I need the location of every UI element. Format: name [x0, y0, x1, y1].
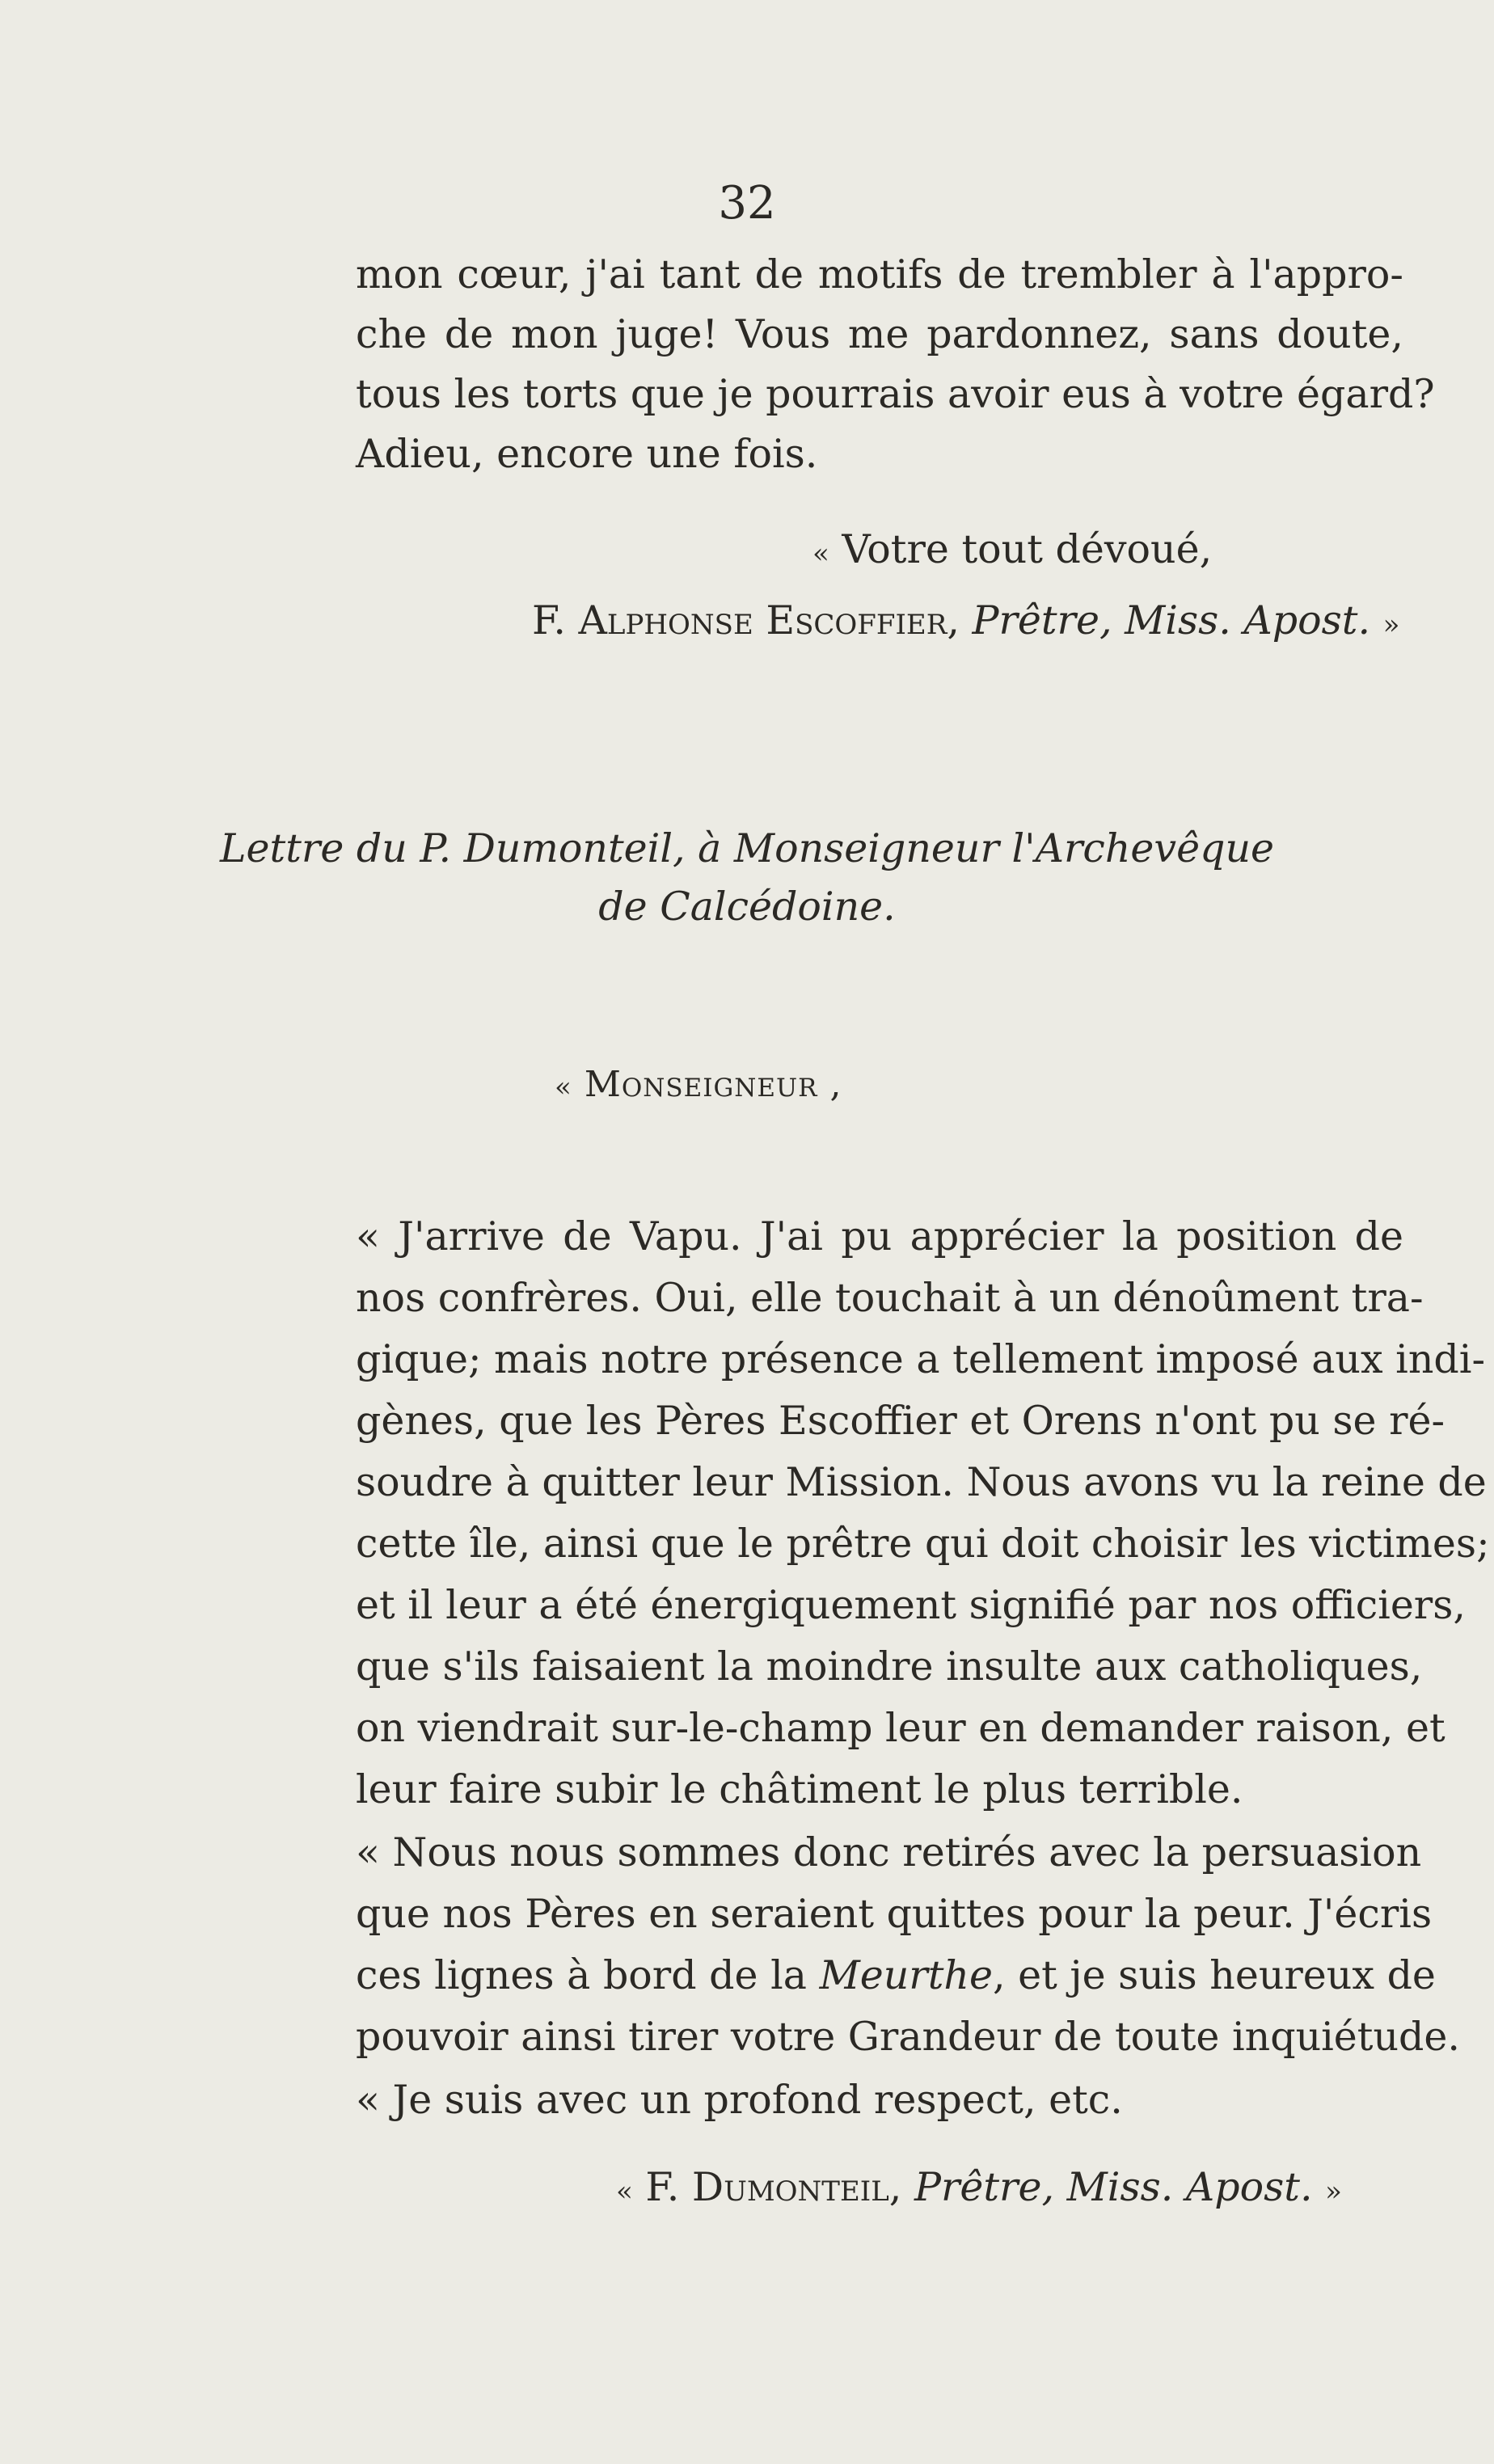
- text-line: « Nous nous sommes donc retirés avec la persuasion: [356, 1829, 1422, 1875]
- text-line: gènes, que les Pères Escoffier et Orens n'ont pu se ré-: [356, 1398, 1445, 1444]
- closing-line: « Votre tout dévoué,: [812, 526, 1213, 572]
- text-line: « J'arrive de Vapu. J'ai pu apprécier la position de: [356, 1213, 1403, 1259]
- text-line: nos confrères. Oui, elle touchait à un dénoûment tra-: [356, 1275, 1424, 1321]
- text-line: que nos Pères en seraient quittes pour la peur. J'écris: [356, 1891, 1433, 1937]
- text-line: Adieu, encore une fois.: [356, 431, 818, 477]
- text-line: gique; mais notre présence a tellement imposé aux indi-: [356, 1336, 1486, 1382]
- text-line: leur faire subir le châtiment le plus terrible.: [356, 1766, 1243, 1812]
- page-number: 32: [718, 177, 776, 230]
- letter-title: Lettre du P. Dumonteil, à Monseigneur l'Archevêque: [219, 825, 1275, 871]
- text-line: soudre à quitter leur Mission. Nous avons vu la reine de: [356, 1459, 1487, 1505]
- letter-title-line-2: de Calcédoine.: [598, 884, 896, 930]
- text-line: et il leur a été énergiquement signifié par nos officiers,: [356, 1582, 1466, 1628]
- text-line: on viendrait sur-le-champ leur en demander raison, et: [356, 1705, 1445, 1751]
- text-line: cette île, ainsi que le prêtre qui doit choisir les victimes;: [356, 1521, 1490, 1567]
- signature-dumonteil: « F. Dumonteil, Prêtre, Miss. Apost. »: [616, 2164, 1342, 2210]
- text-line: che de mon juge! Vous me pardonnez, sans doute,: [356, 311, 1403, 357]
- signature-escoffier: F. Alphonse Escoffier, Prêtre, Miss. Apost. »: [532, 597, 1400, 643]
- text-line: « Je suis avec un profond respect, etc.: [356, 2077, 1123, 2123]
- text-line: que s'ils faisaient la moindre insulte aux catholiques,: [356, 1643, 1423, 1690]
- text-line: mon cœur, j'ai tant de motifs de trembler à l'appro-: [356, 251, 1403, 297]
- text-line: tous les torts que je pourrais avoir eus à votre égard?: [356, 371, 1435, 417]
- text-line: pouvoir ainsi tirer votre Grandeur de toute inquiétude.: [356, 2014, 1460, 2060]
- text-line: ces lignes à bord de la Meurthe, et je suis heureux de: [356, 1952, 1436, 1998]
- salutation: « Monseigneur ,: [555, 1064, 842, 1105]
- ship-name: Meurthe: [819, 1952, 993, 1998]
